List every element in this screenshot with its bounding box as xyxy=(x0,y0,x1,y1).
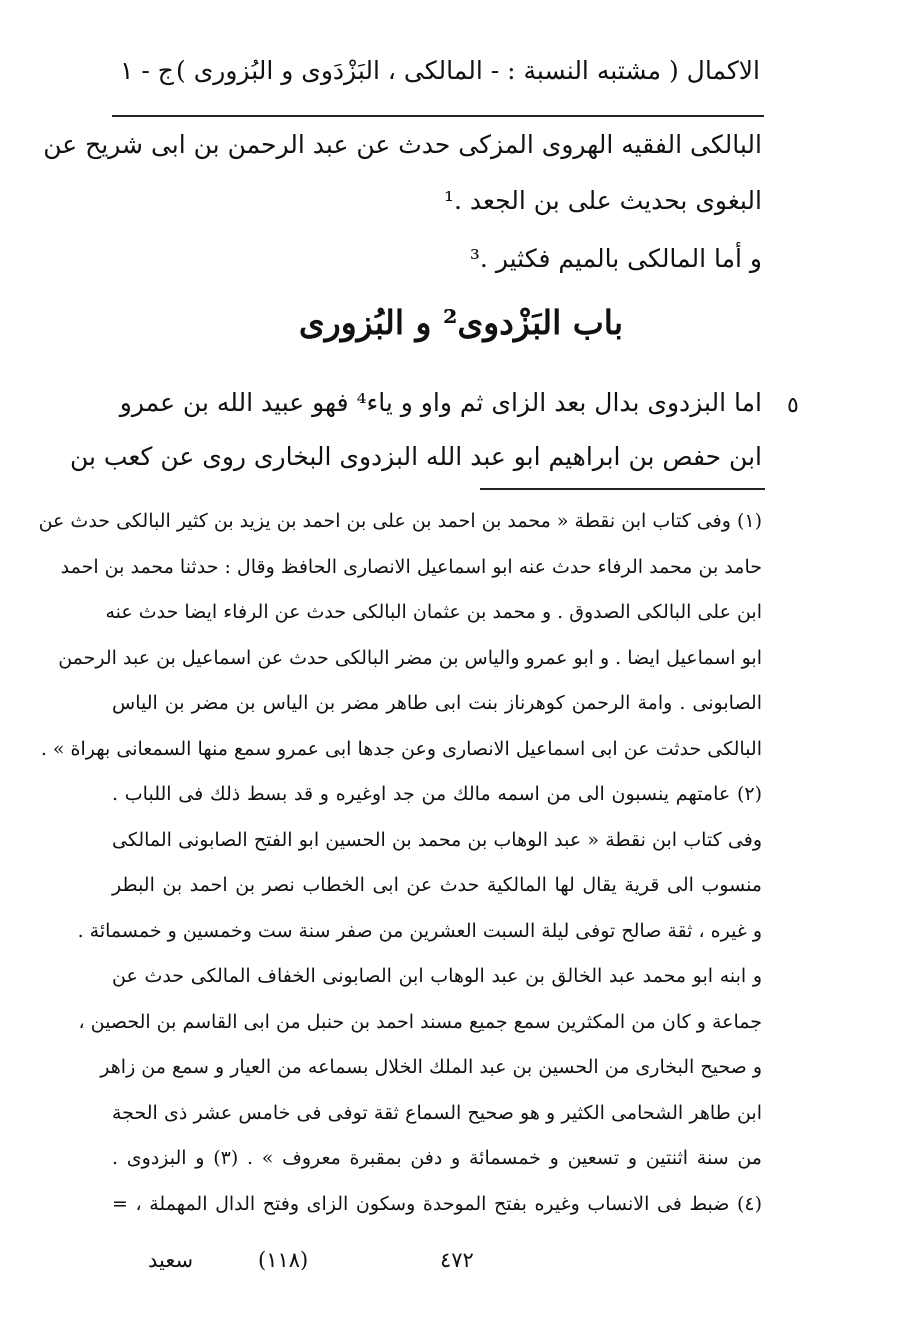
footnote-line: و غيره ، ثقة صالح توفى ليلة السبت العشرين من صفر سنة ست وخمسين و خمسمائة . xyxy=(77,920,762,942)
footnote-line: و صحيح البخارى من الحسين بن عبد الملك الخلال بسماعه من العيار و سمع من زاهر xyxy=(100,1056,762,1078)
body-line: البغوى بحديث على بن الجعد .¹ xyxy=(444,186,762,215)
footnote-line: منسوب الى قرية يقال لها المالكية حدث عن ابى الخطاب نصر بن احمد بن البطر xyxy=(112,874,762,896)
running-header xyxy=(120,56,760,96)
page-number: ٤٧٢ xyxy=(440,1248,474,1272)
footnote-line: (٤) ضبط فى الانساب وغيره بفتح الموحدة وسكون الزاى وفتح الدال المهملة ، = xyxy=(112,1193,762,1215)
paragraph-line-number: ٥ xyxy=(787,393,799,418)
footnote-line: الصابونى . وامة الرحمن كوهرناز بنت ابى طاهر مضر بن الياس بن مضر بن الياس xyxy=(112,692,762,714)
footnote-line: ابو اسماعيل ايضا . و ابو عمرو والياس بن مضر البالكى حدث عن اسماعيل بن عبد الرحمن xyxy=(58,647,762,669)
paragraph-line: اما البزدوى بدال بعد الزاى ثم واو و ياء⁴ فهو عبيد الله بن عمرو xyxy=(119,388,762,417)
footnote-line: ابن على البالكى الصدوق . و محمد بن عثمان البالكى حدث عن الرفاء ايضا حدث عنه xyxy=(105,601,762,623)
header-rule xyxy=(112,115,764,117)
footnote-line: من سنة اثنتين و تسعين و خمسمائة و دفن بمقبرة معروف » . (٣) و البزدوى . xyxy=(112,1147,762,1169)
body-line: البالكى الفقيه الهروى المزكى حدث عن عبد الرحمن بن ابى شريح عن xyxy=(43,130,762,159)
body-line: و أما المالكى بالميم فكثير .³ xyxy=(469,244,762,273)
section-heading: باب البَزْدوى² و البُزورى xyxy=(298,303,624,342)
footnote-line: حامد بن محمد الرفاء حدث عنه ابو اسماعيل الانصارى الحافظ وقال : حدثنا محمد بن احمد xyxy=(60,556,762,578)
footnote-line: (٢) عامتهم ينسبون الى من اسمه مالك من جد اوغيره و قد بسط ذلك فى اللباب . xyxy=(112,783,762,805)
printer-signature: سعيد xyxy=(148,1248,194,1272)
footnote-separator xyxy=(480,488,765,490)
footnote-line: وفى كتاب ابن نقطة « عبد الوهاب بن محمد بن الحسين ابو الفتح الصابونى المالكى xyxy=(112,829,762,851)
footnote-line: جماعة و كان من المكثرين سمع جميع مسند احمد بن حنبل من ابى القاسم بن الحصين ، xyxy=(78,1011,762,1033)
signature-number: (١١٨) xyxy=(258,1248,309,1272)
paragraph-line: ابن حفص بن ابراهيم ابو عبد الله البزدوى البخارى روى عن كعب بن xyxy=(69,442,762,471)
footnote-line: و ابنه ابو محمد عبد الخالق بن عبد الوهاب ابن الصابونى الخفاف المالكى حدث عن xyxy=(112,965,762,987)
footnote-line: ابن طاهر الشحامى الكثير و هو صحيح السماع ثقة توفى فى خامس عشر ذى الحجة xyxy=(112,1102,762,1124)
volume-number: ج - ١ xyxy=(120,56,174,85)
footnote-line: البالكى حدثت عن ابى اسماعيل الانصارى وعن جدها ابى عمرو سمع منها السمعانى بهراة » . xyxy=(40,738,762,760)
header-title: الاكمال ( مشتبه النسبة : - المالكى ، البَزْدَوى و البُزورى ) xyxy=(176,56,760,85)
footnote-line: (١) وفى كتاب ابن نقطة « محمد بن احمد بن على بن احمد بن يزيد بن كثير البالكى حدث عن xyxy=(38,510,762,532)
